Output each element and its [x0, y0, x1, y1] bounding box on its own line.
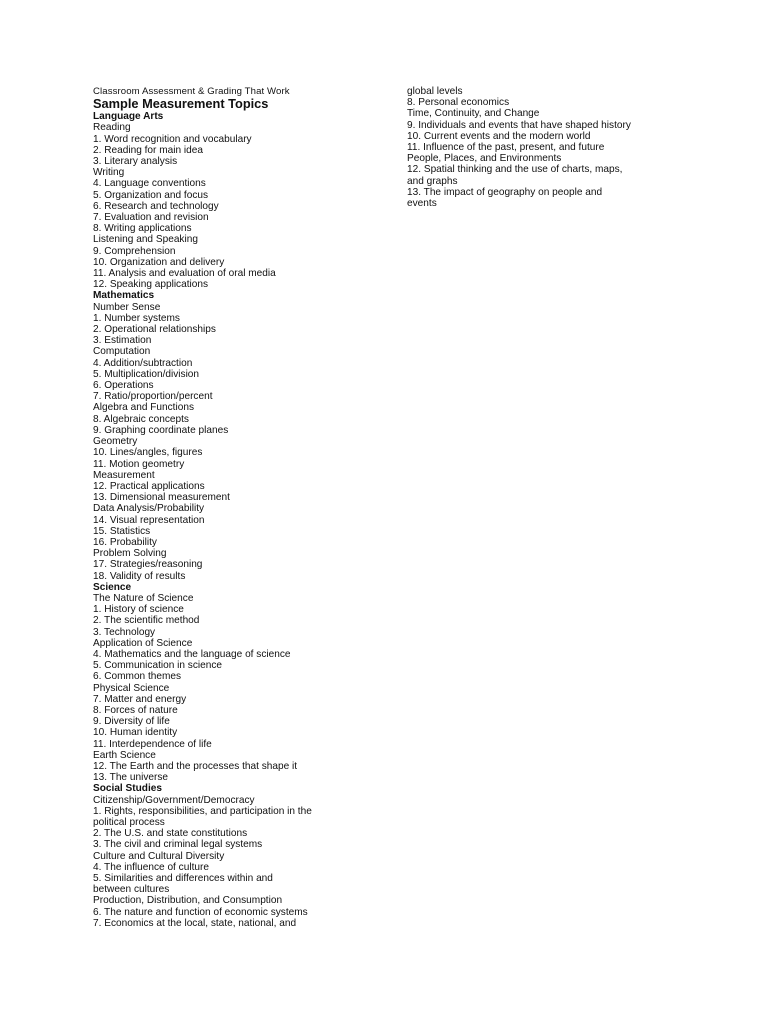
topic-line: Algebra and Functions	[93, 402, 195, 414]
topic-line: 18. Validity of results	[93, 570, 186, 582]
topic-line: 8. Personal economics	[407, 97, 510, 109]
topic-line: 2. The scientific method	[93, 615, 200, 627]
topic-line: 8. Algebraic concepts	[93, 413, 189, 425]
topic-line: 1. Rights, responsibilities, and participation in the	[93, 805, 312, 817]
topic-line: 12. The Earth and the processes that shape it	[93, 760, 298, 772]
topic-line: Problem Solving	[93, 548, 167, 560]
topic-line: The Nature of Science	[93, 592, 194, 604]
topic-line: 7. Matter and energy	[93, 693, 187, 705]
topic-line: 1. Number systems	[93, 312, 180, 324]
topic-line: 5. Organization and focus	[93, 189, 209, 201]
topic-line: 9. Individuals and events that have shaped history	[407, 119, 631, 131]
topic-line: Geometry	[93, 436, 138, 448]
topic-line: 1. History of science	[93, 604, 184, 616]
topic-line: 1. Word recognition and vocabulary	[93, 133, 252, 145]
topic-line: Writing	[93, 167, 125, 179]
right-column-lines	[407, 86, 632, 209]
topic-line: 13. The universe	[93, 772, 169, 784]
topic-line: 3. Estimation	[93, 335, 152, 347]
subject-heading: Social Studies	[93, 783, 162, 795]
topic-line: 10. Human identity	[93, 727, 178, 739]
topic-line: 11. Interdependence of life	[93, 738, 212, 750]
topic-line: 2. Operational relationships	[93, 324, 216, 336]
topic-line: events	[407, 198, 437, 210]
topic-line: Reading	[93, 122, 131, 134]
topic-line: Citizenship/Government/Democracy	[93, 794, 255, 806]
topic-line: 4. Mathematics and the language of science	[93, 648, 291, 660]
topic-line: 2. The U.S. and state constitutions	[93, 828, 248, 840]
topic-line: Time, Continuity, and Change	[407, 108, 540, 120]
subject-heading: Science	[93, 581, 132, 593]
document-title: Sample Measurement Topics	[93, 96, 269, 112]
topic-line: Earth Science	[93, 749, 156, 761]
right-column	[407, 86, 632, 209]
topic-line: 11. Motion geometry	[93, 458, 185, 470]
topic-line: Measurement	[93, 469, 155, 481]
topic-line: 4. Addition/subtraction	[93, 357, 193, 369]
topic-line: 8. Forces of nature	[93, 704, 178, 716]
topic-line: Computation	[93, 346, 151, 358]
topic-line: 6. Research and technology	[93, 200, 219, 212]
topic-line: 17. Strategies/reasoning	[93, 559, 203, 571]
topic-line: global levels	[407, 86, 463, 97]
topic-line: 15. Statistics	[93, 525, 151, 537]
topic-line: 9. Comprehension	[93, 245, 176, 257]
topic-line: 16. Probability	[93, 536, 157, 548]
topic-line: 7. Evaluation and revision	[93, 212, 209, 224]
topic-line: 3. Technology	[93, 626, 156, 638]
topic-line: Culture and Cultural Diversity	[93, 850, 225, 862]
topic-line: and graphs	[407, 175, 458, 187]
topic-line: 9. Graphing coordinate planes	[93, 424, 229, 436]
topic-line: Data Analysis/Probability	[93, 503, 205, 515]
topic-line: 11. Analysis and evaluation of oral media	[93, 268, 276, 280]
document-header: Classroom Assessment & Grading That Work	[93, 86, 290, 97]
topic-line: 11. Influence of the past, present, and future	[407, 142, 605, 154]
topic-line: Listening and Speaking	[93, 234, 198, 246]
topic-line: 12. Speaking applications	[93, 279, 209, 291]
topic-line: 6. Operations	[93, 380, 154, 392]
topic-line: Production, Distribution, and Consumption	[93, 895, 283, 907]
topic-line: 14. Visual representation	[93, 514, 205, 526]
topic-line: 2. Reading for main idea	[93, 144, 203, 156]
topic-line: 5. Communication in science	[93, 660, 223, 672]
topic-line: 3. Literary analysis	[93, 156, 178, 168]
topic-line: People, Places, and Environments	[407, 153, 562, 165]
topic-line: between cultures	[93, 884, 170, 896]
topic-line: 13. Dimensional measurement	[93, 492, 230, 504]
topic-line: Number Sense	[93, 301, 161, 313]
topic-line: 13. The impact of geography on people and	[407, 186, 603, 198]
topic-line: 6. Common themes	[93, 671, 182, 683]
topic-line: 8. Writing applications	[93, 223, 192, 235]
topic-line: 12. Practical applications	[93, 480, 205, 492]
topic-line: 10. Current events and the modern world	[407, 130, 591, 142]
left-column-lines	[93, 111, 318, 929]
topic-line: Physical Science	[93, 682, 170, 694]
topic-line: 6. The nature and function of economic systems	[93, 906, 308, 918]
topic-line: 5. Multiplication/division	[93, 368, 200, 380]
topic-line: political process	[93, 817, 165, 828]
topic-line: 12. Spatial thinking and the use of charts, maps,	[407, 164, 623, 176]
subject-heading: Mathematics	[93, 290, 155, 302]
topic-line: 7. Ratio/proportion/percent	[93, 391, 213, 403]
topic-line: 4. The influence of culture	[93, 861, 209, 873]
topic-line: Application of Science	[93, 637, 193, 649]
left-column	[93, 86, 318, 929]
topic-line: 10. Lines/angles, figures	[93, 447, 203, 459]
subject-heading: Language Arts	[93, 111, 164, 123]
topic-line: 5. Similarities and differences within and	[93, 873, 273, 885]
topic-line: 4. Language conventions	[93, 178, 206, 190]
topic-line: 3. The civil and criminal legal systems	[93, 839, 263, 851]
topic-line: 9. Diversity of life	[93, 716, 170, 728]
topic-line: 10. Organization and delivery	[93, 256, 225, 268]
topic-line: 7. Economics at the local, state, national, and	[93, 917, 297, 929]
